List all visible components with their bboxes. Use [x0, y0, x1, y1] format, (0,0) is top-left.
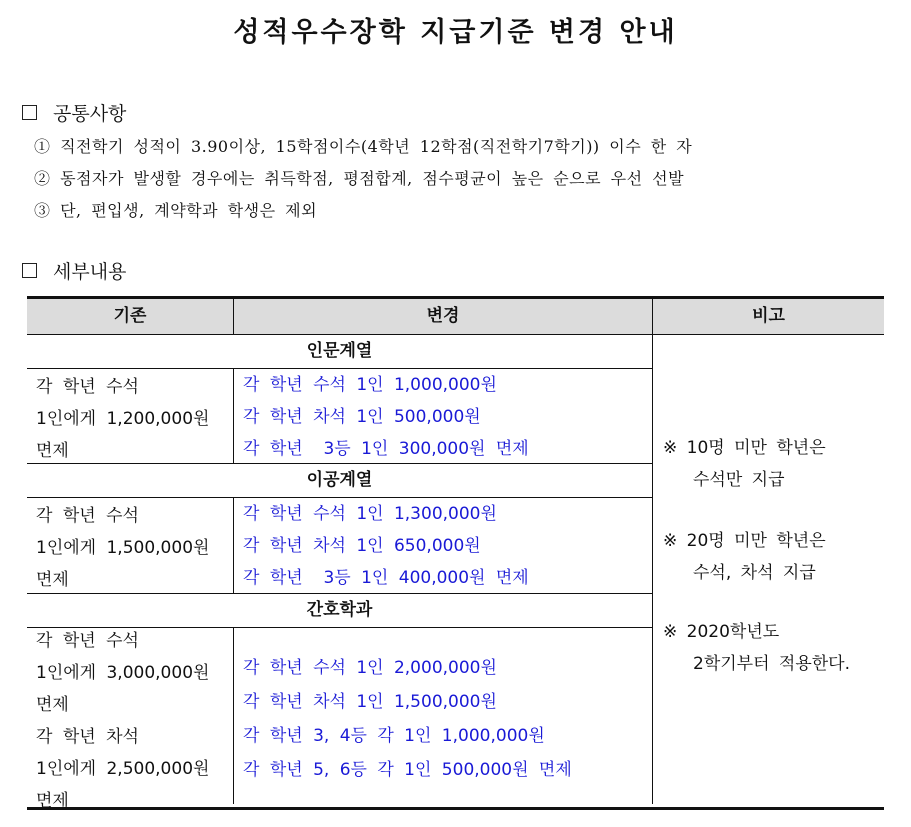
before-line: 면제 — [36, 695, 69, 715]
remark-line: 수석만 지급 — [693, 470, 785, 490]
before-line: 각 학년 차석 — [36, 727, 139, 747]
remark-spacer — [663, 589, 850, 616]
before-line: 1인에게 1,500,000원 — [36, 538, 210, 558]
after-line: 각 학년 차석 1인 650,000원 — [243, 536, 481, 556]
after-line: 각 학년 수석 1인 1,300,000원 — [243, 504, 497, 524]
remark-line: ※ 10명 미만 학년은 — [663, 438, 826, 458]
checkbox-square-icon — [22, 263, 37, 278]
group-title: 인문계열 — [306, 341, 373, 361]
divider — [233, 299, 234, 334]
divider — [233, 497, 234, 593]
after-line: 각 학년 차석 1인 1,500,000원 — [243, 692, 497, 712]
scholarship-table — [27, 296, 884, 810]
remark-line: ※ 2020학년도 — [663, 622, 780, 642]
divider — [233, 368, 234, 464]
before-cell — [36, 500, 209, 596]
after-line: 각 학년 수석 1인 2,000,000원 — [243, 658, 497, 678]
after-cell — [243, 651, 572, 787]
before-line: 1인에게 3,000,000원 — [36, 663, 210, 683]
header-remark: 비고 — [752, 306, 785, 326]
before-line: 면제 — [36, 570, 69, 590]
common-heading-label: 공통사항 — [53, 103, 127, 125]
before-line: 각 학년 수석 — [36, 631, 139, 651]
before-line: 1인에게 1,200,000원 — [36, 409, 210, 429]
common-note-item: ① 직전학기 성적이 3.90이상, 15학점이수(4학년 12학점(직전학기7학기)) 이수 한 자 — [34, 137, 693, 156]
page-title: 성적우수장학 지급기준 변경 안내 — [233, 17, 678, 48]
common-note-item: ② 동점자가 발생할 경우에는 취득학점, 평점합계, 점수평균이 높은 순으로 우선 선발 — [34, 169, 685, 188]
common-note-item: ③ 단, 편입생, 계약학과 학생은 제외 — [34, 201, 318, 220]
after-line: 각 학년 3등 1인 400,000원 면제 — [243, 568, 529, 588]
checkbox-square-icon — [22, 105, 37, 120]
remark-line: 2학기부터 적용한다. — [693, 654, 850, 674]
before-line: 면제 — [36, 441, 69, 461]
remark-line: 수석, 차석 지급 — [693, 563, 816, 583]
common-section-heading — [22, 99, 126, 126]
detail-section-heading — [22, 257, 126, 284]
detail-heading-label: 세부내용 — [53, 261, 127, 283]
after-line: 각 학년 차석 1인 500,000원 — [243, 407, 481, 427]
table-header-row — [27, 299, 884, 335]
common-notes-list — [34, 131, 692, 227]
before-line: 면제 — [36, 791, 69, 811]
before-cell — [36, 625, 209, 817]
after-line: 각 학년 3, 4등 각 1인 1,000,000원 — [243, 726, 545, 746]
remark-spacer — [663, 496, 850, 525]
group-title: 이공계열 — [306, 470, 373, 490]
after-cell — [243, 369, 529, 465]
after-line: 각 학년 수석 1인 1,000,000원 — [243, 375, 497, 395]
before-line: 각 학년 수석 — [36, 377, 139, 397]
after-line: 각 학년 5, 6등 각 1인 500,000원 면제 — [243, 760, 572, 780]
divider — [652, 299, 653, 804]
group-title: 간호학과 — [306, 600, 373, 620]
before-line: 1인에게 2,500,000원 — [36, 759, 210, 779]
before-line: 각 학년 수석 — [36, 506, 139, 526]
before-cell — [36, 371, 209, 467]
header-before: 기존 — [113, 306, 147, 326]
remark-cell — [663, 432, 850, 680]
after-cell — [243, 498, 529, 594]
header-after: 변경 — [426, 306, 460, 326]
remark-line: ※ 20명 미만 학년은 — [663, 531, 826, 551]
after-line: 각 학년 3등 1인 300,000원 면제 — [243, 439, 529, 459]
divider — [233, 627, 234, 804]
